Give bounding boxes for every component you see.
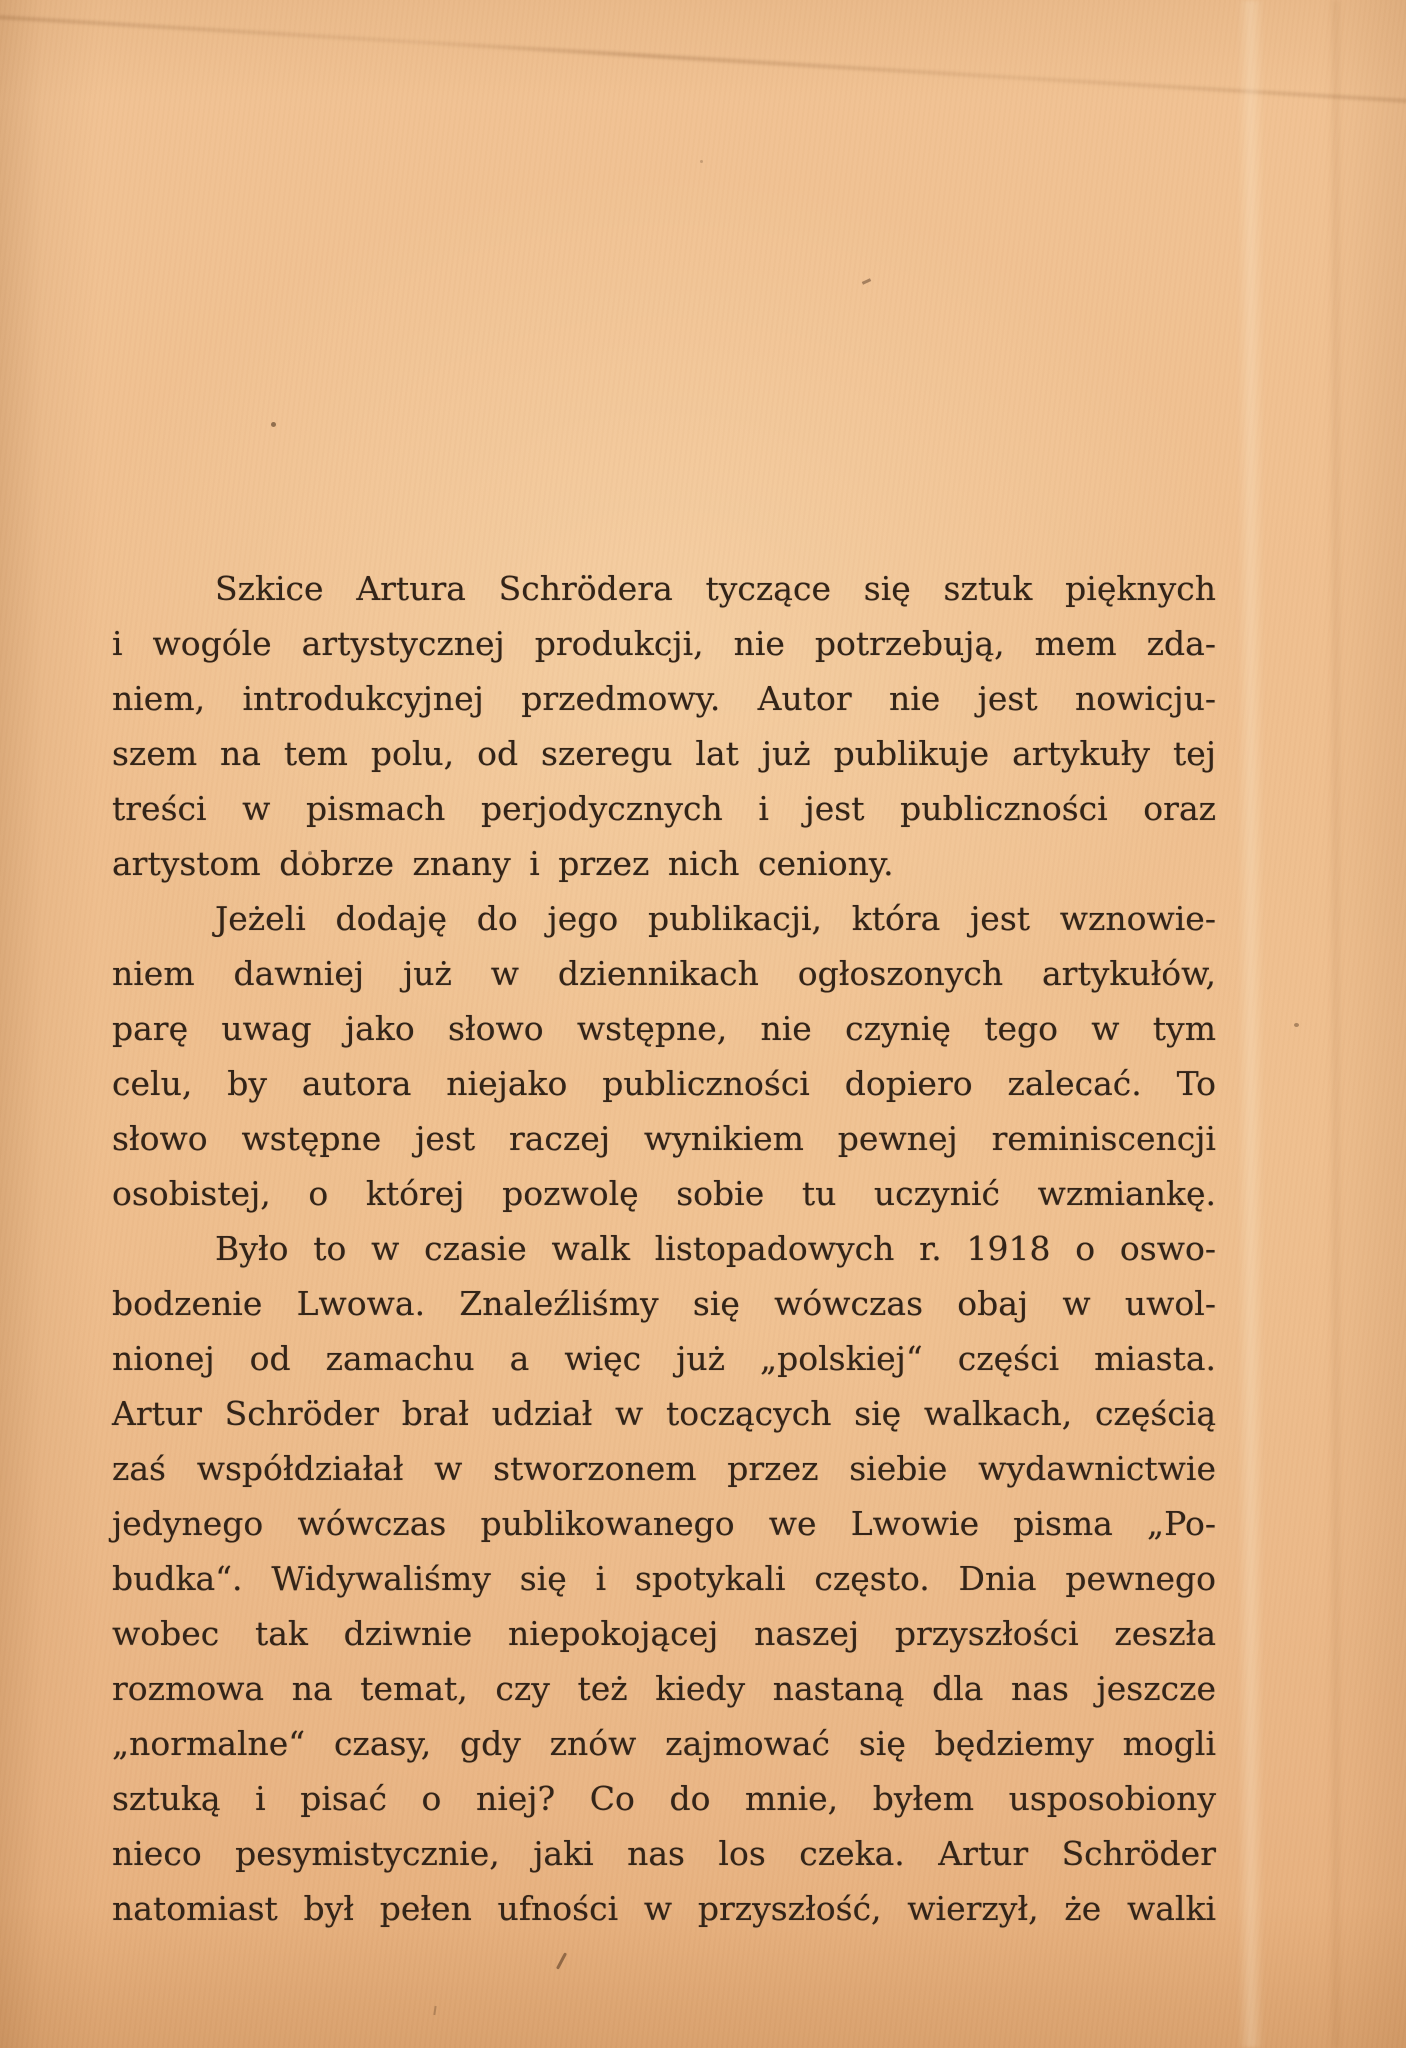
- text-line: jedynego wówczas publikowanego we Lwowie pisma „Po-: [112, 1504, 1216, 1543]
- text-line: słowo wstępne jest raczej wynikiem pewnej reminiscencji: [112, 1119, 1216, 1158]
- text-line: szem na tem polu, od szeregu lat już publikuje artykuły tej: [112, 734, 1216, 773]
- text-line: Artur Schröder brał udział w toczących się walkach, częścią: [112, 1394, 1216, 1433]
- text-line: zaś współdziałał w stworzonem przez siebie wydawnictwie: [112, 1449, 1216, 1488]
- paper-speck: [271, 422, 276, 427]
- paper-crease-edge: [1330, 0, 1342, 2048]
- text-line: i wogóle artystycznej produkcji, nie potrzebują, mem zda-: [112, 624, 1216, 663]
- text-line: Jeżeli dodaję do jego publikacji, która jest wznowie-: [215, 899, 1216, 938]
- paper-speck: [433, 2006, 436, 2015]
- text-line: nionej od zamachu a więc już „polskiej“ części miasta.: [112, 1339, 1216, 1378]
- text-line: parę uwag jako słowo wstępne, nie czynię tego w tym: [112, 1009, 1216, 1048]
- text-line: osobistej, o której pozwolę sobie tu uczynić wzmiankę.: [112, 1174, 1216, 1213]
- text-line: rozmowa na temat, czy też kiedy nastaną dla nas jeszcze: [112, 1669, 1216, 1708]
- text-line: sztuką i pisać o niej? Co do mnie, byłem usposobiony: [112, 1779, 1216, 1818]
- text-line: budka“. Widywaliśmy się i spotykali często. Dnia pewnego: [112, 1559, 1216, 1598]
- page-text: [112, 561, 1216, 1936]
- paper-speck: [556, 1952, 567, 1969]
- paper-speck: [1294, 1023, 1299, 1027]
- text-line: „normalne“ czasy, gdy znów zajmować się będziemy mogli: [112, 1724, 1216, 1763]
- text-line: niem dawniej już w dziennikach ogłoszonych artykułów,: [112, 954, 1216, 993]
- paper-speck: [862, 278, 871, 285]
- text-line: niem, introdukcyjnej przedmowy. Autor nie jest nowicju-: [112, 679, 1216, 718]
- text-line: artystom dobrze znany i przez nich ceniony.: [112, 844, 894, 883]
- text-line: Szkice Artura Schrödera tyczące się sztuk pięknych: [215, 569, 1216, 608]
- text-line: bodzenie Lwowa. Znaleźliśmy się wówczas obaj w uwol-: [112, 1284, 1216, 1323]
- text-line: wobec tak dziwnie niepokojącej naszej przyszłości zeszła: [112, 1614, 1216, 1653]
- paper-speck: [700, 160, 703, 163]
- text-line: natomiast był pełen ufności w przyszłość, wierzył, że walki: [112, 1889, 1216, 1928]
- paper-crease-vertical: [1238, 0, 1264, 2048]
- text-line: celu, by autora niejako publiczności dopiero zalecać. To: [112, 1064, 1216, 1103]
- text-line: Było to w czasie walk listopadowych r. 1918 o oswo-: [215, 1229, 1216, 1268]
- paper-crease-top: [0, 14, 1406, 106]
- text-line: treści w pismach perjodycznych i jest publiczności oraz: [112, 789, 1216, 828]
- text-line: nieco pesymistycznie, jaki nas los czeka. Artur Schröder: [112, 1834, 1216, 1873]
